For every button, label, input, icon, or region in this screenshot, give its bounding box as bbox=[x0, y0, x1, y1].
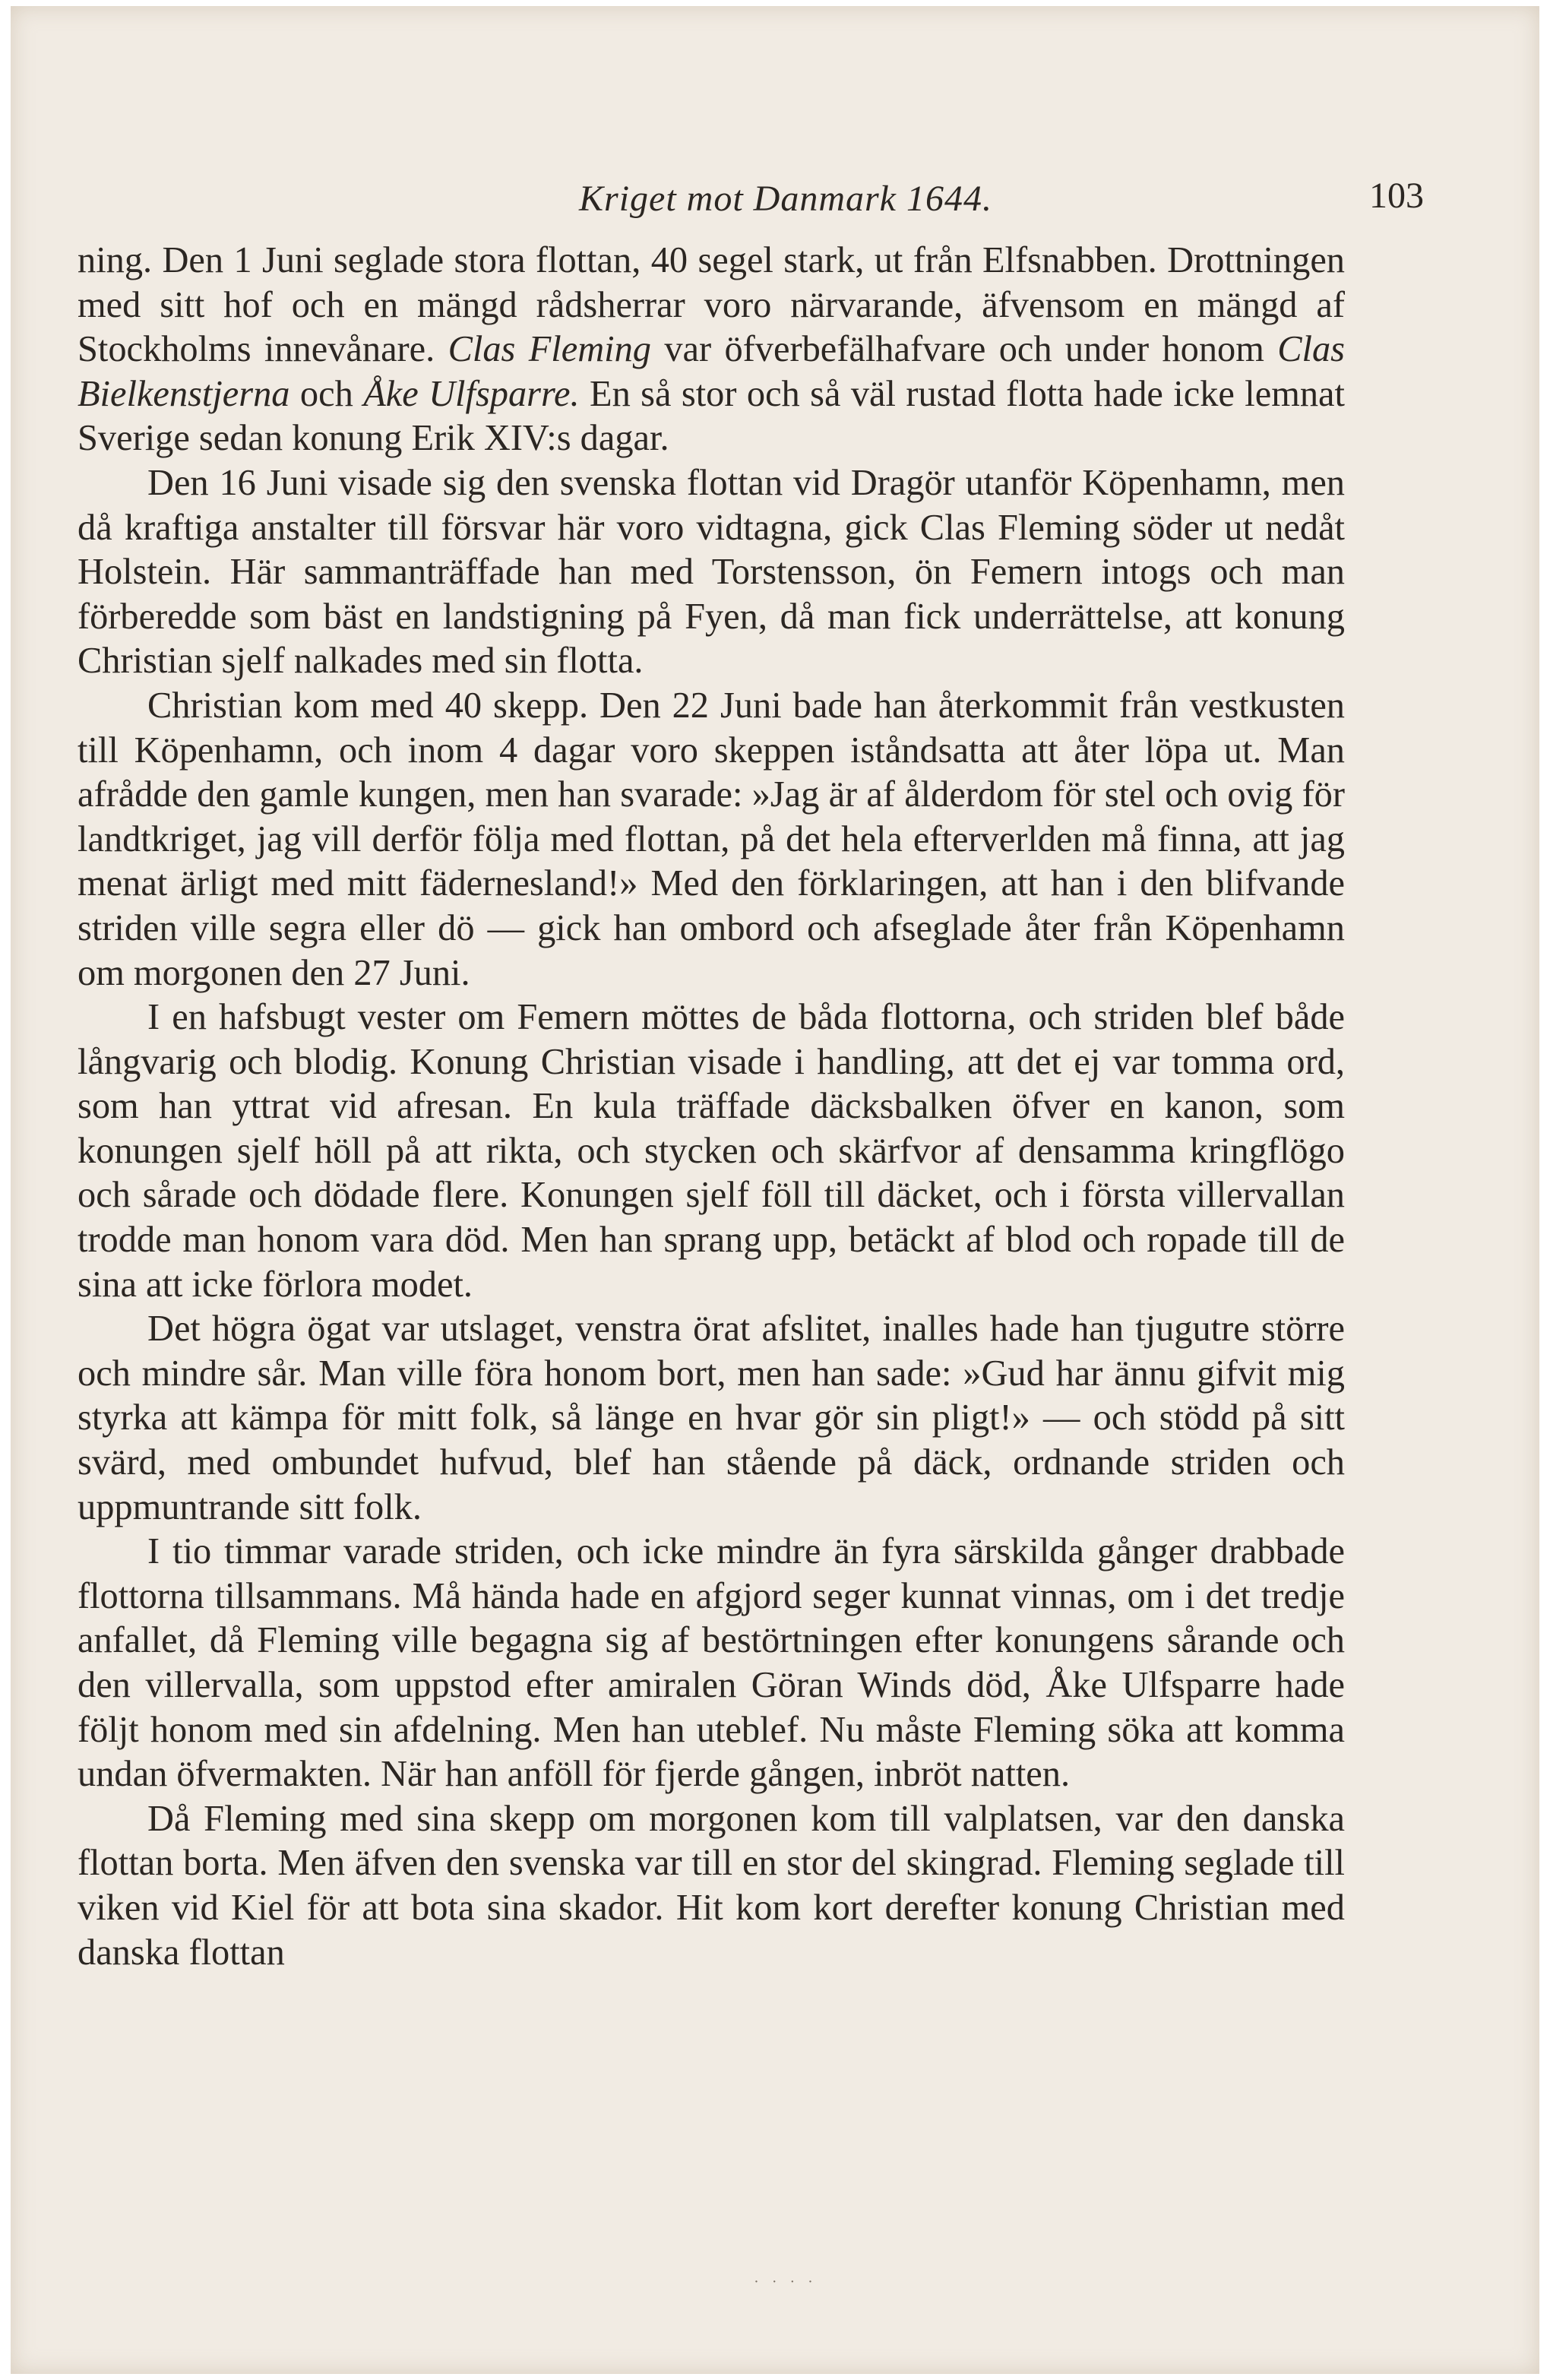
page-number: 103 bbox=[1369, 176, 1424, 216]
text-run: I en hafsbugt vester om Femern möttes de båda flottorna, och striden blef både långvarig och blodig. Konung Christian visade i handling, att det ej var tomma ord, som han yttrat vid afresan. En kula träffade däcksbalken öfver en kanon, som konungen sjelf höll på att rikta, och stycken och skärfvor af densamma kringflögo och sårade och dödade flere. Konungen sjelf föll till däcket, och i första villervallan trodde man honom vara död. Men han sprang upp, betäckt af blod och ropade till de sina att icke förlora modet. bbox=[78, 997, 1345, 1305]
text-run: Då Fleming med sina skepp om morgonen kom till valplatsen, var den danska flottan borta. Men äfven den svenska var till en stor del skingrad. Fleming seglade till viken vid Kiel för att bota sina skador. Hit kom kort derefter konung Christian med danska flottan bbox=[78, 1798, 1345, 1973]
paragraph bbox=[78, 995, 1345, 1307]
text-run: och bbox=[289, 373, 364, 414]
italic-name: Clas Bielkenstjerna bbox=[78, 329, 1346, 414]
paragraph bbox=[78, 684, 1345, 995]
text-run: var öfverbefälhafvare och under honom bbox=[650, 329, 1278, 370]
paragraph bbox=[78, 1797, 1345, 1975]
text-run: En så stor och så väl rustad flotta hade icke lemnat Sverige sedan konung Erik XIV:s dagar. bbox=[78, 373, 1345, 459]
text-run: Det högra ögat var utslaget, venstra örat afslitet, inalles hade han tjugutre större och mindre sår. Man ville föra honom bort, men han sade: »Gud har ännu gifvit mig styrka att kämpa för mitt folk, så länge en hvar gör sin pligt!» — och stödd på sitt svärd, med ombundet hufvud, blef han stående på däck, ordnande striden och uppmuntrande sitt folk. bbox=[78, 1309, 1345, 1527]
text-run: ning. Den 1 Juni seglade stora flottan, 40 segel stark, ut från Elfsnabben. Drottningen med sitt hof och en mängd rådsherrar voro närvarande, äfvensom en mängd af Stockholms innevånare. bbox=[78, 240, 1345, 370]
text-run: I tio timmar varade striden, och icke mindre än fyra särskilda gånger drabbade flottorna tillsammans. Må hända hade en afgjord seger kunnat vinnas, om i det tredje anfallet, då Fleming ville begagna sig af bestörtningen efter konungens sårande och den villervalla, som uppstod efter amiralen Göran Winds död, Åke Ulfsparre hade följt honom med sin afdelning. Men han uteblef. Nu måste Fleming söka att komma undan öfvermakten. När han anföll för fjerde gången, inbröt natten. bbox=[78, 1531, 1345, 1795]
faint-marks: · · · · bbox=[754, 2274, 818, 2290]
paragraph bbox=[78, 239, 1345, 461]
text-run: Den 16 Juni visade sig den svenska flottan vid Dragör utanför Köpenhamn, men då kraftiga anstalter till försvar här voro vidtagna, gick Clas Fleming söder ut nedåt Holstein. Här sammanträffade han med Torstensson, ön Femern intogs och man förberedde som bäst en landstigning på Fyen, då man fick underrättelse, att konung Christian sjelf nalkades med sin flotta. bbox=[78, 462, 1345, 682]
paragraph bbox=[78, 1307, 1345, 1530]
body-text bbox=[78, 239, 1345, 1975]
paragraph bbox=[78, 1530, 1345, 1797]
book-page bbox=[11, 6, 1539, 2374]
paragraph bbox=[78, 461, 1345, 684]
italic-name: Clas Fleming bbox=[448, 329, 651, 370]
running-title: Kriget mot Danmark 1644. bbox=[579, 179, 992, 219]
italic-name: Åke Ulfsparre. bbox=[363, 373, 580, 414]
text-run: Christian kom med 40 skepp. Den 22 Juni bade han återkommit från vestkusten till Köpenhamn, och inom 4 dagar voro skeppen iståndsatta att åter löpa ut. Man afrådde den gamle kungen, men han svarade: »Jag är af ålderdom för stel och ovig för landtkriget, jag vill derför följa med flottan, på det hela efterverlden må finna, att jag menat ärligt med mitt fädernesland!» Med den förklaringen, att han i den blifvande striden ville segra eller dö — gick han ombord och afseglade åter från Köpenhamn om morgonen den 27 Juni. bbox=[78, 685, 1345, 993]
